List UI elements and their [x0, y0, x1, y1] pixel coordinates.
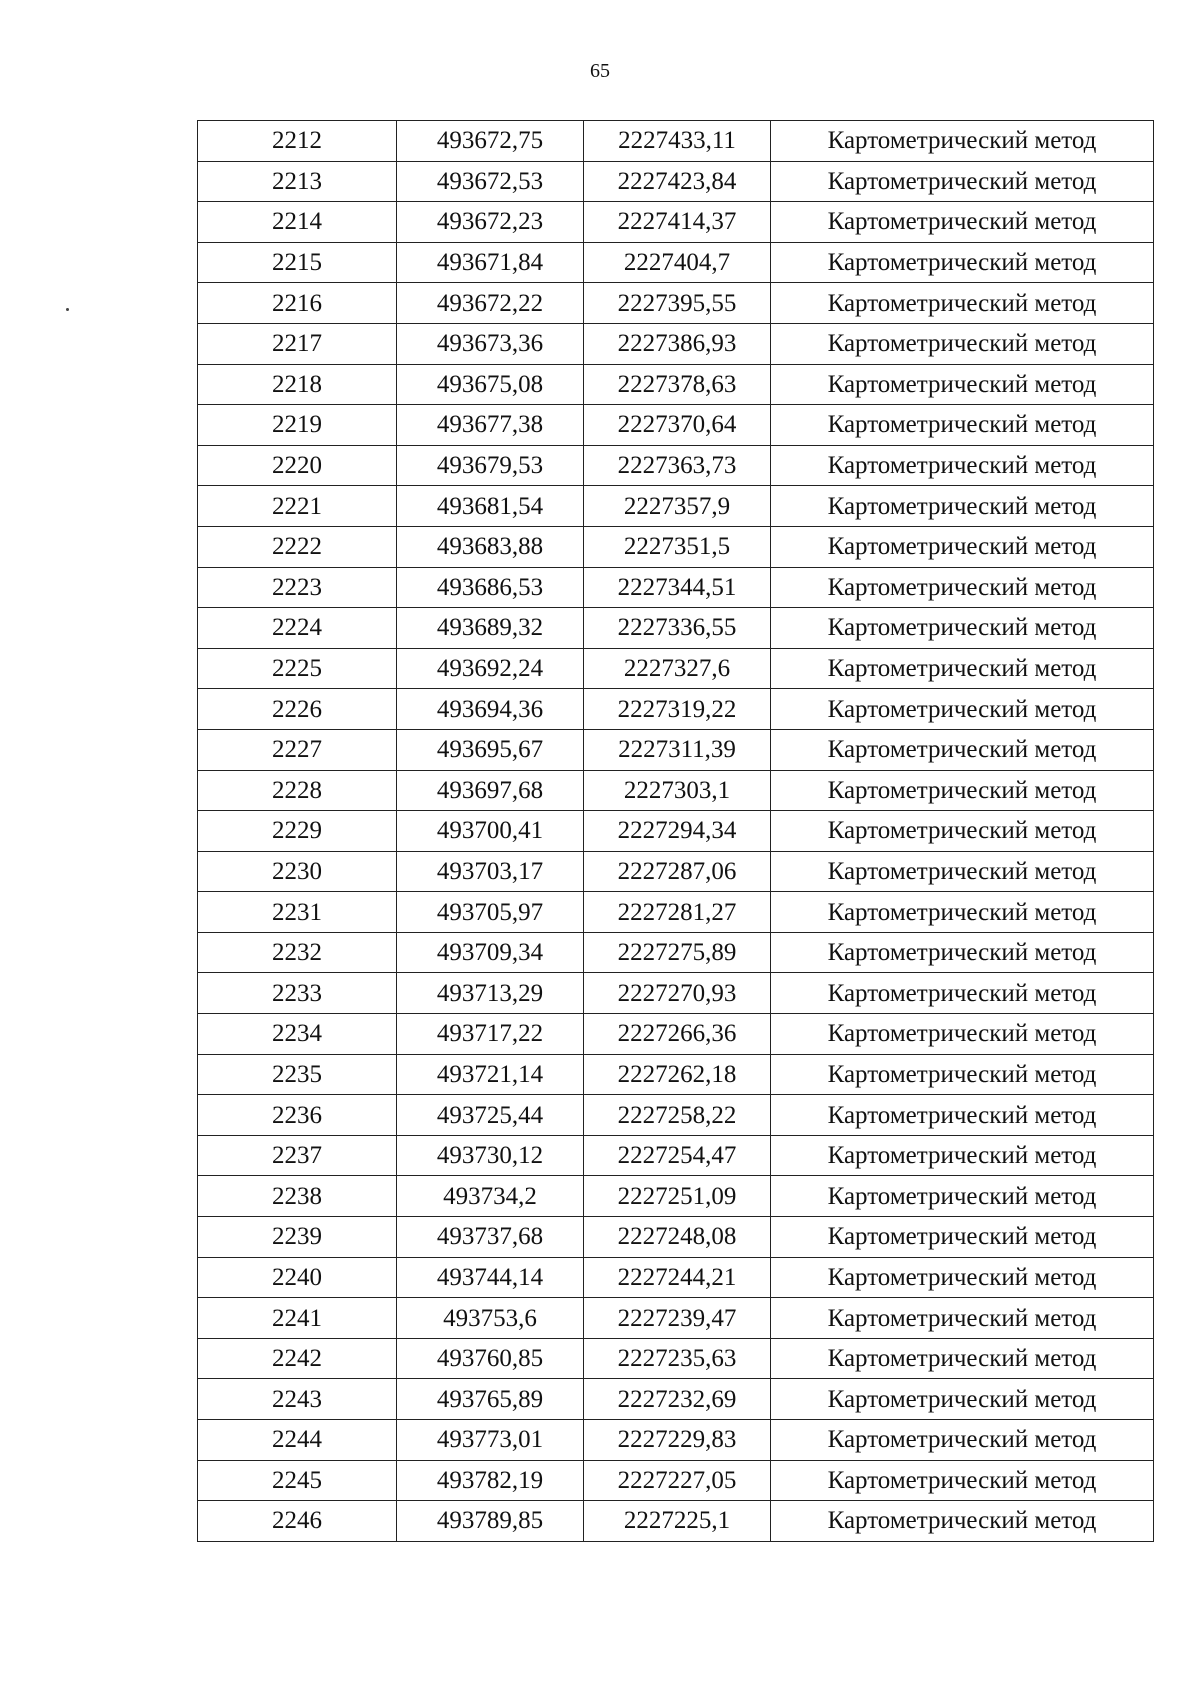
y-coordinate-cell: 2227386,93 — [584, 323, 771, 364]
page-number: 65 — [590, 60, 610, 82]
point-number-cell: 2246 — [198, 1501, 397, 1542]
method-cell: Картометрический метод — [771, 1014, 1154, 1055]
method-cell: Картометрический метод — [771, 1379, 1154, 1420]
method-cell: Картометрический метод — [771, 283, 1154, 324]
y-coordinate-cell: 2227327,6 — [584, 648, 771, 689]
table-row — [198, 323, 1154, 364]
table-row — [198, 1460, 1154, 1501]
method-cell: Картометрический метод — [771, 567, 1154, 608]
x-coordinate-cell: 493683,88 — [397, 526, 584, 567]
table-row — [198, 1095, 1154, 1136]
table-row — [198, 1054, 1154, 1095]
point-number-cell: 2234 — [198, 1014, 397, 1055]
point-number-cell: 2231 — [198, 892, 397, 933]
table-row — [198, 405, 1154, 446]
y-coordinate-cell: 2227262,18 — [584, 1054, 771, 1095]
y-coordinate-cell: 2227357,9 — [584, 486, 771, 527]
x-coordinate-cell: 493717,22 — [397, 1014, 584, 1055]
y-coordinate-cell: 2227370,64 — [584, 405, 771, 446]
y-coordinate-cell: 2227235,63 — [584, 1338, 771, 1379]
point-number-cell: 2225 — [198, 648, 397, 689]
point-number-cell: 2235 — [198, 1054, 397, 1095]
method-cell: Картометрический метод — [771, 405, 1154, 446]
method-cell: Картометрический метод — [771, 202, 1154, 243]
method-cell: Картометрический метод — [771, 932, 1154, 973]
table-row — [198, 1257, 1154, 1298]
table-row — [198, 567, 1154, 608]
method-cell: Картометрический метод — [771, 1135, 1154, 1176]
table-row — [198, 689, 1154, 730]
y-coordinate-cell: 2227239,47 — [584, 1298, 771, 1339]
point-number-cell: 2228 — [198, 770, 397, 811]
y-coordinate-cell: 2227423,84 — [584, 161, 771, 202]
table-row — [198, 364, 1154, 405]
x-coordinate-cell: 493789,85 — [397, 1501, 584, 1542]
x-coordinate-cell: 493689,32 — [397, 608, 584, 649]
y-coordinate-cell: 2227344,51 — [584, 567, 771, 608]
x-coordinate-cell: 493672,22 — [397, 283, 584, 324]
point-number-cell: 2215 — [198, 242, 397, 283]
point-number-cell: 2221 — [198, 486, 397, 527]
y-coordinate-cell: 2227294,34 — [584, 811, 771, 852]
method-cell: Картометрический метод — [771, 1095, 1154, 1136]
method-cell: Картометрический метод — [771, 1420, 1154, 1461]
table-row — [198, 892, 1154, 933]
method-cell: Картометрический метод — [771, 1054, 1154, 1095]
table-row — [198, 851, 1154, 892]
point-number-cell: 2220 — [198, 445, 397, 486]
table-row — [198, 121, 1154, 162]
y-coordinate-cell: 2227266,36 — [584, 1014, 771, 1055]
table-row — [198, 1135, 1154, 1176]
x-coordinate-cell: 493782,19 — [397, 1460, 584, 1501]
point-number-cell: 2232 — [198, 932, 397, 973]
point-number-cell: 2242 — [198, 1338, 397, 1379]
y-coordinate-cell: 2227378,63 — [584, 364, 771, 405]
point-number-cell: 2245 — [198, 1460, 397, 1501]
x-coordinate-cell: 493681,54 — [397, 486, 584, 527]
coordinates-table — [197, 120, 1154, 1542]
table-row — [198, 770, 1154, 811]
x-coordinate-cell: 493744,14 — [397, 1257, 584, 1298]
point-number-cell: 2214 — [198, 202, 397, 243]
x-coordinate-cell: 493730,12 — [397, 1135, 584, 1176]
x-coordinate-cell: 493697,68 — [397, 770, 584, 811]
table-row — [198, 729, 1154, 770]
y-coordinate-cell: 2227303,1 — [584, 770, 771, 811]
method-cell: Картометрический метод — [771, 1298, 1154, 1339]
x-coordinate-cell: 493700,41 — [397, 811, 584, 852]
y-coordinate-cell: 2227395,55 — [584, 283, 771, 324]
x-coordinate-cell: 493695,67 — [397, 729, 584, 770]
y-coordinate-cell: 2227229,83 — [584, 1420, 771, 1461]
method-cell: Картометрический метод — [771, 1501, 1154, 1542]
x-coordinate-cell: 493672,75 — [397, 121, 584, 162]
table-row — [198, 526, 1154, 567]
y-coordinate-cell: 2227254,47 — [584, 1135, 771, 1176]
x-coordinate-cell: 493773,01 — [397, 1420, 584, 1461]
y-coordinate-cell: 2227244,21 — [584, 1257, 771, 1298]
point-number-cell: 2237 — [198, 1135, 397, 1176]
table-row — [198, 1420, 1154, 1461]
x-coordinate-cell: 493765,89 — [397, 1379, 584, 1420]
y-coordinate-cell: 2227433,11 — [584, 121, 771, 162]
y-coordinate-cell: 2227258,22 — [584, 1095, 771, 1136]
y-coordinate-cell: 2227319,22 — [584, 689, 771, 730]
y-coordinate-cell: 2227270,93 — [584, 973, 771, 1014]
y-coordinate-cell: 2227311,39 — [584, 729, 771, 770]
point-number-cell: 2213 — [198, 161, 397, 202]
y-coordinate-cell: 2227251,09 — [584, 1176, 771, 1217]
table-row — [198, 1217, 1154, 1258]
x-coordinate-cell: 493760,85 — [397, 1338, 584, 1379]
method-cell: Картометрический метод — [771, 648, 1154, 689]
table-row — [198, 608, 1154, 649]
x-coordinate-cell: 493671,84 — [397, 242, 584, 283]
point-number-cell: 2230 — [198, 851, 397, 892]
table-row — [198, 648, 1154, 689]
method-cell: Картометрический метод — [771, 1217, 1154, 1258]
point-number-cell: 2223 — [198, 567, 397, 608]
table-row — [198, 486, 1154, 527]
table-row — [198, 1338, 1154, 1379]
point-number-cell: 2239 — [198, 1217, 397, 1258]
x-coordinate-cell: 493679,53 — [397, 445, 584, 486]
method-cell: Картометрический метод — [771, 770, 1154, 811]
method-cell: Картометрический метод — [771, 121, 1154, 162]
x-coordinate-cell: 493675,08 — [397, 364, 584, 405]
point-number-cell: 2229 — [198, 811, 397, 852]
x-coordinate-cell: 493673,36 — [397, 323, 584, 364]
method-cell: Картометрический метод — [771, 689, 1154, 730]
point-number-cell: 2216 — [198, 283, 397, 324]
table-row — [198, 1014, 1154, 1055]
table-row — [198, 811, 1154, 852]
point-number-cell: 2238 — [198, 1176, 397, 1217]
point-number-cell: 2236 — [198, 1095, 397, 1136]
method-cell: Картометрический метод — [771, 892, 1154, 933]
table-row — [198, 161, 1154, 202]
method-cell: Картометрический метод — [771, 1460, 1154, 1501]
table-row — [198, 283, 1154, 324]
point-number-cell: 2233 — [198, 973, 397, 1014]
table-row — [198, 1298, 1154, 1339]
table-row — [198, 202, 1154, 243]
method-cell: Картометрический метод — [771, 1176, 1154, 1217]
point-number-cell: 2224 — [198, 608, 397, 649]
point-number-cell: 2219 — [198, 405, 397, 446]
x-coordinate-cell: 493713,29 — [397, 973, 584, 1014]
point-number-cell: 2240 — [198, 1257, 397, 1298]
y-coordinate-cell: 2227225,1 — [584, 1501, 771, 1542]
point-number-cell: 2212 — [198, 121, 397, 162]
method-cell: Картометрический метод — [771, 1257, 1154, 1298]
point-number-cell: 2222 — [198, 526, 397, 567]
coordinates-table-body — [198, 121, 1154, 1542]
point-number-cell: 2243 — [198, 1379, 397, 1420]
y-coordinate-cell: 2227281,27 — [584, 892, 771, 933]
method-cell: Картометрический метод — [771, 851, 1154, 892]
table-row — [198, 242, 1154, 283]
table-row — [198, 1176, 1154, 1217]
x-coordinate-cell: 493686,53 — [397, 567, 584, 608]
y-coordinate-cell: 2227227,05 — [584, 1460, 771, 1501]
table-row — [198, 1501, 1154, 1542]
y-coordinate-cell: 2227336,55 — [584, 608, 771, 649]
x-coordinate-cell: 493677,38 — [397, 405, 584, 446]
method-cell: Картометрический метод — [771, 445, 1154, 486]
y-coordinate-cell: 2227351,5 — [584, 526, 771, 567]
x-coordinate-cell: 493721,14 — [397, 1054, 584, 1095]
method-cell: Картометрический метод — [771, 811, 1154, 852]
x-coordinate-cell: 493725,44 — [397, 1095, 584, 1136]
y-coordinate-cell: 2227414,37 — [584, 202, 771, 243]
y-coordinate-cell: 2227404,7 — [584, 242, 771, 283]
y-coordinate-cell: 2227232,69 — [584, 1379, 771, 1420]
x-coordinate-cell: 493672,23 — [397, 202, 584, 243]
point-number-cell: 2218 — [198, 364, 397, 405]
method-cell: Картометрический метод — [771, 526, 1154, 567]
x-coordinate-cell: 493753,6 — [397, 1298, 584, 1339]
method-cell: Картометрический метод — [771, 729, 1154, 770]
point-number-cell: 2226 — [198, 689, 397, 730]
table-row — [198, 1379, 1154, 1420]
point-number-cell: 2227 — [198, 729, 397, 770]
scan-speck — [66, 308, 69, 311]
point-number-cell: 2217 — [198, 323, 397, 364]
method-cell: Картометрический метод — [771, 161, 1154, 202]
x-coordinate-cell: 493705,97 — [397, 892, 584, 933]
table-row — [198, 932, 1154, 973]
method-cell: Картометрический метод — [771, 608, 1154, 649]
x-coordinate-cell: 493672,53 — [397, 161, 584, 202]
method-cell: Картометрический метод — [771, 1338, 1154, 1379]
x-coordinate-cell: 493737,68 — [397, 1217, 584, 1258]
x-coordinate-cell: 493734,2 — [397, 1176, 584, 1217]
point-number-cell: 2241 — [198, 1298, 397, 1339]
x-coordinate-cell: 493709,34 — [397, 932, 584, 973]
x-coordinate-cell: 493692,24 — [397, 648, 584, 689]
table-row — [198, 973, 1154, 1014]
method-cell: Картометрический метод — [771, 973, 1154, 1014]
y-coordinate-cell: 2227248,08 — [584, 1217, 771, 1258]
method-cell: Картометрический метод — [771, 242, 1154, 283]
method-cell: Картометрический метод — [771, 486, 1154, 527]
x-coordinate-cell: 493694,36 — [397, 689, 584, 730]
y-coordinate-cell: 2227275,89 — [584, 932, 771, 973]
y-coordinate-cell: 2227363,73 — [584, 445, 771, 486]
method-cell: Картометрический метод — [771, 364, 1154, 405]
method-cell: Картометрический метод — [771, 323, 1154, 364]
point-number-cell: 2244 — [198, 1420, 397, 1461]
x-coordinate-cell: 493703,17 — [397, 851, 584, 892]
y-coordinate-cell: 2227287,06 — [584, 851, 771, 892]
table-row — [198, 445, 1154, 486]
